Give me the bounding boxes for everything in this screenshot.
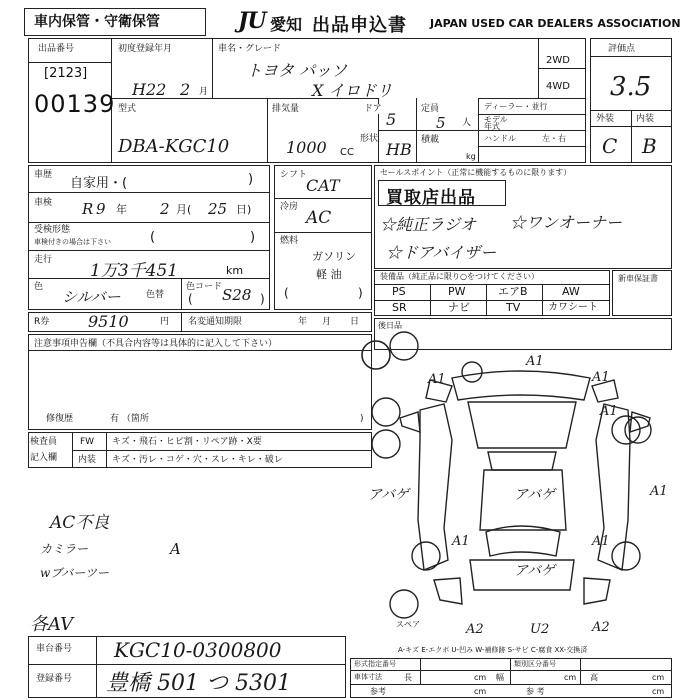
label-abage-roof: アバゲ xyxy=(514,487,555,503)
dims-label: 車体寸法 xyxy=(354,673,382,681)
exterior-value: C xyxy=(602,134,618,158)
first-reg-month-unit: 月 xyxy=(199,87,209,97)
width-label: 幅 xyxy=(496,673,504,682)
fw-items: キズ・飛石・ヒビ割・リペア跡・X要 xyxy=(112,437,262,447)
ac-label: 冷房 xyxy=(280,202,299,212)
equipment-pw: PW xyxy=(448,285,466,298)
capacity-unit: 人 xyxy=(462,118,472,128)
capacity-label: 定員 xyxy=(421,104,440,114)
note-bumper-mark: A xyxy=(170,540,181,558)
inspection-month-unit: 月( xyxy=(176,203,192,216)
ac-value: AC xyxy=(306,208,332,228)
usage-close: ) xyxy=(248,172,254,187)
two-wd-label: 2WD xyxy=(546,55,570,66)
name-change-label: 名変通知期限 xyxy=(188,317,243,327)
inspection-year: 9 xyxy=(96,200,106,218)
evaluation-score: 3.5 xyxy=(610,72,652,102)
first-reg-label: 初度登録年月 xyxy=(118,44,173,54)
type-value: DBA-KGC10 xyxy=(118,136,230,157)
color-label: 色 xyxy=(34,282,44,292)
fuel-diesel: 軽 油 xyxy=(316,268,342,281)
height-label: 高 xyxy=(590,673,598,682)
door-label: ドア xyxy=(364,104,382,114)
dealer-label: ディーラー・並行 xyxy=(484,102,548,111)
spare-label: スペア xyxy=(396,620,420,629)
ref-label-2: 参 考 xyxy=(526,687,545,696)
fuel-gasoline: ガソリン xyxy=(312,250,356,263)
form-title: 出品申込書 xyxy=(312,15,407,36)
color-value: シルバー xyxy=(62,288,121,306)
first-reg-month: 2 xyxy=(180,80,191,99)
fuel-label: 燃料 xyxy=(280,236,299,246)
damage-legend: A-キズ E-エクボ U-凹み W-補修跡 S-サビ C-腐食 XX-交換済 xyxy=(398,646,588,654)
note-bumper: wブバーツー xyxy=(40,566,109,580)
shift-value: CAT xyxy=(306,176,340,195)
ref-label: 参考 xyxy=(370,687,386,696)
handle-label: ハンドル xyxy=(484,134,516,143)
equipment-sr: SR xyxy=(392,301,407,314)
width-unit: cm xyxy=(564,673,577,682)
org-name-en: JAPAN USED CAR DEALERS ASSOCIATION xyxy=(430,17,681,30)
mark-a1-front: A1 xyxy=(526,354,544,369)
form-number-label: 形式指定番号 xyxy=(354,660,396,668)
interior-value: B xyxy=(642,134,657,158)
category-label: 類別区分番号 xyxy=(514,660,556,668)
car-name-label: 車名・グレード xyxy=(218,44,282,54)
received-paren: ( xyxy=(150,230,156,245)
mark-u2-rear: U2 xyxy=(530,622,550,637)
displacement-value: 1000 xyxy=(286,138,327,157)
chassis-value: KGC10-0300800 xyxy=(114,638,282,662)
recycle-value: 9510 xyxy=(88,312,129,331)
sales-stamp: 買取店出品 xyxy=(386,188,476,208)
color-code-value: S28 xyxy=(222,286,252,304)
inspector-label: 検査員 xyxy=(30,437,58,447)
four-wd-label: 4WD xyxy=(546,81,570,92)
type-label: 型式 xyxy=(118,104,137,114)
label-abage-left: アバゲ xyxy=(368,487,409,503)
repair-close: ) xyxy=(360,414,364,424)
equipment-ps: PS xyxy=(392,285,406,298)
specs-block xyxy=(350,658,672,698)
mark-a1-fr: A1 xyxy=(592,370,610,385)
ref-cm-1: cm xyxy=(474,687,487,696)
recycle-unit: 円 xyxy=(160,317,170,327)
lot-code: [2123] xyxy=(44,66,88,81)
received-note: 車検付きの場合は下さい xyxy=(34,238,111,246)
name-change-month: 月 xyxy=(322,317,332,327)
color-code-paren: ( xyxy=(188,292,193,306)
equipment-aw: AW xyxy=(562,285,580,298)
ju-logo: JU xyxy=(238,8,266,34)
car-name-value: トヨタ パッソ xyxy=(246,61,348,80)
shape-label: 形状 xyxy=(360,134,379,144)
note-ac-fault: AC不良 xyxy=(50,513,110,533)
inspector-interior-items: キズ・汚レ・コゲ・穴・スレ・キレ・破レ xyxy=(112,455,283,465)
note-mirror: カミラー xyxy=(40,542,89,556)
ref-cm-2: cm xyxy=(652,687,665,696)
inspection-label: 車検 xyxy=(34,198,53,208)
shift-label: シフト xyxy=(280,170,308,180)
color-code-close: ) xyxy=(260,292,265,306)
fw-label: FW xyxy=(80,437,95,447)
handle-options: 左・右 xyxy=(542,134,566,143)
model-year-label: モデル 年式 xyxy=(484,115,508,131)
grade-value: X イロドリ xyxy=(312,81,393,100)
inspection-era: R xyxy=(82,200,94,218)
equipment-airbag: エアB xyxy=(498,285,528,298)
sales-point-3: ☆ドアバイザー xyxy=(386,243,497,262)
storage-label: 車内保管・守衛保管 xyxy=(34,14,160,30)
fuel-paren: ( xyxy=(284,286,289,300)
equipment-tv: TV xyxy=(506,301,521,314)
received-label: 受検形態 xyxy=(34,225,71,235)
displacement-label: 排気量 xyxy=(272,104,300,114)
mark-a1-fl: A1 xyxy=(428,372,446,387)
sales-point-1: ☆純正ラジオ xyxy=(380,215,477,234)
interior-label: 内装 xyxy=(636,114,655,124)
reg-value: 豊橋 501 つ 5301 xyxy=(106,671,291,696)
mileage-unit: km xyxy=(226,264,244,277)
equipment-navi: ナビ xyxy=(448,301,470,314)
load-label: 積載 xyxy=(421,135,440,145)
length-label: 長 xyxy=(404,673,412,682)
mark-a1-rl: A1 xyxy=(452,534,470,549)
inspection-year-unit: 年 xyxy=(116,203,127,216)
mileage-value: 1万3千451 xyxy=(90,261,179,281)
equipment-header: 装備品（純正品に限り○をつけてください） xyxy=(380,272,539,281)
lot-label: 出品番号 xyxy=(38,44,75,54)
org-name: 愛知 xyxy=(270,15,303,34)
inspection-day-unit: 日) xyxy=(236,203,252,216)
first-reg-year: H22 xyxy=(132,80,167,99)
color-code-label: 色コード xyxy=(186,282,223,292)
sales-point-2: ☆ワンオーナー xyxy=(510,213,623,232)
exterior-label: 外装 xyxy=(596,114,615,124)
mark-a2-rear-l: A2 xyxy=(466,622,484,637)
color-swap-label: 色替 xyxy=(146,290,165,300)
mark-a2-rear-r: A2 xyxy=(592,620,610,635)
notes-header: 注意事項申告欄（不具合内容等は具体的に記入して下さい） xyxy=(34,339,278,349)
shape-value: HB xyxy=(386,140,412,159)
name-change-day: 日 xyxy=(350,317,360,327)
inspection-day: 25 xyxy=(208,200,228,218)
sales-point-header: セールスポイント（正常に機能するものに限ります） xyxy=(380,168,572,177)
load-unit: kg xyxy=(466,152,476,161)
name-change-year: 年 xyxy=(298,317,308,327)
label-abage-rear: アバゲ xyxy=(514,563,555,579)
inspector-interior-label: 内装 xyxy=(78,455,97,465)
inspector-label-2: 記入欄 xyxy=(30,453,58,463)
note-each-av: 各AV xyxy=(30,614,74,635)
reg-label: 登録番号 xyxy=(36,674,73,684)
warranty-label: 新車保証書 xyxy=(618,274,658,283)
height-unit: cm xyxy=(652,673,665,682)
fuel-close: ) xyxy=(358,286,363,300)
door-value: 5 xyxy=(386,110,397,129)
mileage-label: 走行 xyxy=(34,255,53,265)
lot-number: 00139 xyxy=(34,90,116,118)
usage-label: 車歴 xyxy=(34,170,53,180)
later-equipment-label: 後日品 xyxy=(378,321,402,330)
displacement-unit: CC xyxy=(340,147,354,158)
mark-a1-rr: A1 xyxy=(592,534,610,549)
recycle-label: R券 xyxy=(34,317,50,327)
chassis-label: 車台番号 xyxy=(36,644,73,654)
repair-value: 有 （箇所 xyxy=(110,414,149,424)
repair-label: 修復歴 xyxy=(46,414,74,424)
usage-value: 自家用・( xyxy=(70,176,128,191)
capacity-value: 5 xyxy=(436,114,446,132)
evaluation-label: 評価点 xyxy=(608,44,636,54)
received-close: ) xyxy=(250,230,256,245)
mark-a1-right: A1 xyxy=(650,484,668,499)
inspection-month: 2 xyxy=(160,200,170,218)
length-unit: cm xyxy=(474,673,487,682)
equipment-leather: カワシート xyxy=(548,302,598,313)
mark-a1-mirror: A1 xyxy=(600,404,618,419)
